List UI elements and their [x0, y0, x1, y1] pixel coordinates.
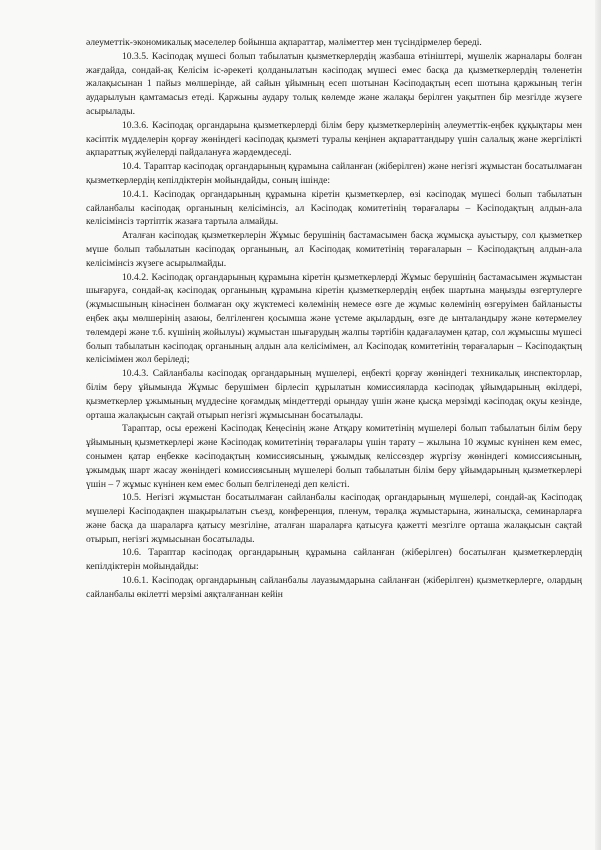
- paragraph-10-4: 10.4. Тараптар кәсіподақ органдарының құрамына сайланған (жіберілген) және негізгі жұмыстан босатылмаған қызметкерлердің кепілдіктерін мойындайды, соның ішінде:: [86, 161, 582, 186]
- document-body: [86, 36, 582, 602]
- paragraph-10-4-1-transfer: Аталған кәсіподақ қызметкерлерін Жұмыс берушінің бастамасымен басқа жұмысқа ауыстыру, сол қызметкер мүше болып табылатын кәсіподақ органының, ал Кәсіподақ комитетінің төрағаларын – Кәсіподақтың алдын-ала келісімінсіз жүзеге асырылмайды.: [86, 230, 582, 269]
- paragraph-10-4-3: 10.4.3. Сайланбалы кәсіподақ органдарының мүшелері, еңбекті қорғау жөніндегі техникалық инспекторлар, білім беру ұйымында Жұмыс берушімен бірлесіп құрылатын комиссияларда кәсіподақ ұйымдарының өкілдері, қызметкерлер ұжымының мүддесіне қоғамдық міндеттерді орындау үшін және қысқа мерзімді кәсіподақ оқуы кезінде, орташа жалақысын сақтай отырып негізгі жұмысынан босатылады.: [86, 368, 582, 421]
- paragraph-10-4-2: 10.4.2. Кәсіподақ органдарының құрамына кіретін қызметкерлерді Жұмыс берушінің бастамасымен жұмыстан шығаруға, сондай-ақ кәсіподақ органының құрамына кіретін қызметкерлердің еңбек шартына маңызды өзгертулерге (жұмысшының кінәсінен болмаған оқу жүктемесі көлемінің немесе өзге де жұмыс көлемінің өзгеруімен байланысты еңбек ақы мөлшерінің азаюы, белгіленген қосымша және үстеме ақылардың, өзге де ынталандыру және көтермелеу төлемдері және т.б. күшінің жойылуы) жұмыстан шығарудың жалпы тәртібін қадағалаумен қатар, сол жұмысшы мүшесі болып табылатын кәсіподақ органының алдын ала келісімімен, ал Кәсіподақ комитетінің төрағаларын – Кәсіподақтың келісімімен жол беріледі;: [86, 271, 582, 366]
- paragraph-10-6-1: 10.6.1. Кәсіподақ органдарының сайланбалы лауазымдарына сайланған (жіберілген) қызметкерлерге, олардың сайланбалы өкілетті мерзімі аяқталғаннан кейін: [86, 575, 582, 600]
- paragraph-10-5: 10.5. Негізгі жұмыстан босатылмаған сайланбалы кәсіподақ органдарының мүшелері, сондай-ақ Кәсіподақ мүшелері Кәсіподақпен шақырылатын съезд, конференция, пленум, төралқа жұмыстарына, жиналысқа, семинарларға және басқа да шараларға қатысу мезгіліне, аталған шараларға қатысуға қажетті мезгілге орташа жалақысын сақтай отырып, негізгі жұмысынан босатылады.: [86, 492, 582, 545]
- paragraph-10-3-5: 10.3.5. Кәсіподақ мүшесі болып табылатын қызметкерлердің жазбаша өтініштері, мүшелік жарналары болған жағдайда, сондай-ақ Келісім іс-әрекеті қолданылатын кәсіподақ мүшесі емес басқа да қызметкерлердің төленетін жалақысынан 1 пайыз мөлшерінде, ай сайын ұйымның есеп шотынан Кәсіподақтың есеп шотына қаржының тегін аударылуын қамтамасыз етеді. Қаржыны аудару толық көлемде және жалақы берілген уақытпен бір мезгілде жүзеге асырылады.: [86, 50, 582, 117]
- paragraph-10-4-1: 10.4.1. Кәсіподақ органдарының құрамына кіретін қызметкерлер, өзі кәсіподақ мүшесі болып табылатын сайланбалы кәсіподақ органының келісімінсіз, ал Кәсіподақ комитетінің төрағалары – Кәсіподақтың алдын-ала келісімінсіз тәртіптік жазаға тартыла алмайды.: [86, 188, 582, 228]
- scan-edge-shadow: [595, 0, 601, 850]
- paragraph-10-3-6: 10.3.6. Кәсіподақ органдарына қызметкерлерді білім беру қызметкерлерінің әлеуметтік-еңбек құқықтары мен кәсіптік мүдделерін қорғау жөніндегі кәсіподақ қызметі туралы кеңінен ақпараттандыру үшін салалық және жергілікті ақпараттық жүйелерді пайдалануға жәрдемдеседі.: [86, 119, 582, 159]
- paragraph-10-6: 10.6. Тараптар кәсіподақ органдарының құрамына сайланған (жіберілген) босатылған қызметкерлердің кепілдіктерін мойындайды:: [86, 547, 582, 573]
- paragraph-continuation: әлеуметтік-экономикалық мәселелер бойынша ақпараттар, мәліметтер мен түсіндірмелер береді.: [86, 37, 482, 48]
- paragraph-10-4-3-parties: Тараптар, осы ережені Кәсіподақ Кеңесінің және Атқару комитетінің мүшелері болып табылатын білім беру ұйымының қызметкерлері және Кәсіподақ комитетінің төрағалары үшін тарату – жылына 10 жұмыс күнінен кем емес, сонымен қатар еңбекке кәсіподақтың комиссиясының, ұжымдық келіссөздер жүргізу жөніндегі комиссиясының, ұжымдық шарт жасау жөніндегі комиссиясының мүшелері болып табылатын білім беру ұйымдарының қызметкерлері үшін – 7 жұмыс күнінен кем емес болып белгіленеді деп келісті.: [86, 423, 582, 490]
